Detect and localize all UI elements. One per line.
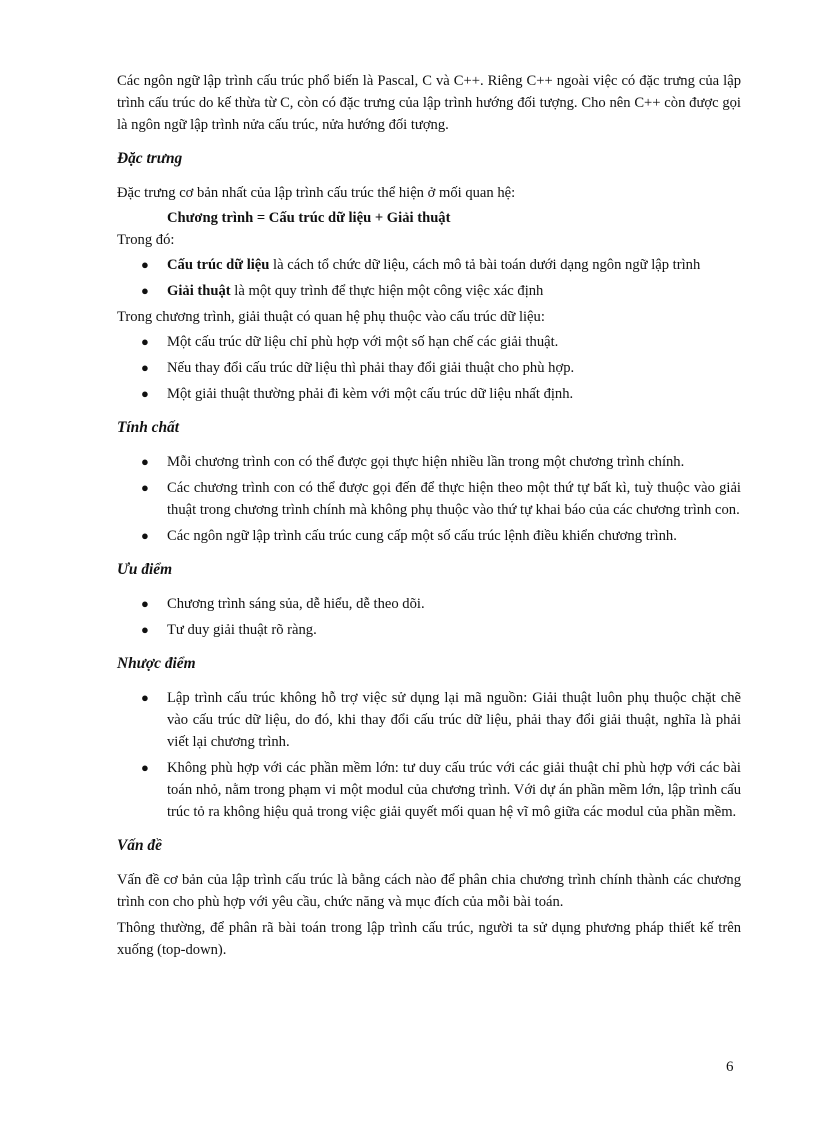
list-item: [117, 254, 741, 276]
uu-diem-list: [117, 593, 741, 641]
tinh-chat-list: [117, 451, 741, 547]
bullet-icon: ●: [141, 360, 149, 375]
bullet-icon: ●: [141, 528, 149, 543]
formula: Chương trình = Cấu trúc dữ liệu + Giải thuật: [167, 210, 451, 226]
list-item: [117, 357, 741, 379]
bullet-icon: ●: [141, 622, 149, 637]
bullet-icon: ●: [141, 690, 149, 705]
list-item-text: Chương trình sáng sủa, dễ hiểu, dễ theo dõi.: [167, 596, 425, 612]
list-item-text: Lập trình cấu trúc không hỗ trợ việc sử dụng lại mã nguồn: Giải thuật luôn phụ thuộc chặt chẽ vào cấu trúc dữ liệu, do đó, khi thay đổi cấu trúc dữ liệu, phải thay đổi giải thuật, nghĩa là phải viết lại chương trình.: [167, 690, 741, 750]
page-number: 6: [726, 1059, 734, 1075]
definition-term: Giải thuật: [167, 283, 231, 299]
bullet-icon: ●: [141, 596, 149, 611]
trong-do-label: Trong đó:: [117, 232, 175, 248]
bullet-icon: ●: [141, 257, 149, 272]
list-item: [117, 331, 741, 353]
relation-text: Trong chương trình, giải thuật có quan hệ phụ thuộc vào cấu trúc dữ liệu:: [117, 309, 545, 325]
heading-nhuoc-diem: Nhược điểm: [117, 655, 196, 672]
list-item: [117, 525, 741, 547]
list-item-text: Mỗi chương trình con có thể được gọi thực hiện nhiều lần trong một chương trình chính.: [167, 454, 685, 470]
list-item: [117, 451, 741, 473]
heading-uu-diem: Ưu điểm: [117, 561, 173, 578]
list-item-text: Tư duy giải thuật rõ ràng.: [167, 622, 317, 638]
document-body: [117, 70, 741, 961]
van-de-paragraph-2: Thông thường, để phân rã bài toán trong lập trình cấu trúc, người ta sử dụng phương pháp thiết kế trên xuống (top-down).: [117, 920, 741, 958]
intro-paragraph: Các ngôn ngữ lập trình cấu trúc phổ biến là Pascal, C và C++. Riêng C++ ngoài việc có đặc trưng của lập trình cấu trúc do kế thừa từ C, còn có đặc trưng của lập trình hướng đối tượng. Cho nên C++ còn được gọi là ngôn ngữ lập trình nửa cấu trúc, nửa hướng đối tượng.: [117, 73, 741, 133]
list-item-text: Các ngôn ngữ lập trình cấu trúc cung cấp một số cấu trúc lệnh điều khiển chương trình.: [167, 528, 677, 544]
list-item-text: Một cấu trúc dữ liệu chỉ phù hợp với một số hạn chế các giải thuật.: [167, 334, 559, 350]
list-item: [117, 687, 741, 753]
list-item: [117, 757, 741, 823]
list-item-text: Các chương trình con có thể được gọi đến để thực hiện theo một thứ tự bất kì, tuỳ thuộc vào giải thuật trong chương trình chính mà không phụ thuộc vào thứ tự khai báo của các chương trình con.: [167, 480, 741, 518]
list-item: [117, 619, 741, 641]
heading-van-de: Vấn đề: [117, 837, 162, 854]
bullet-icon: ●: [141, 454, 149, 469]
bullet-icon: ●: [141, 386, 149, 401]
list-item: [117, 383, 741, 405]
bullet-icon: ●: [141, 334, 149, 349]
definition-text: là một quy trình để thực hiện một công việc xác định: [230, 283, 544, 299]
van-de-paragraph-1: Vấn đề cơ bản của lập trình cấu trúc là bằng cách nào để phân chia chương trình chính thành các chương trình con cho phù hợp với yêu cầu, chức năng và mục đích của mỗi bài toán.: [117, 872, 741, 910]
list-item-text: Nếu thay đổi cấu trúc dữ liệu thì phải thay đổi giải thuật cho phù hợp.: [167, 360, 575, 376]
definition-term: Cấu trúc dữ liệu: [167, 257, 270, 273]
list-item-text: Không phù hợp với các phần mềm lớn: tư duy cấu trúc với các giải thuật chỉ phù hợp với các bài toán nhỏ, nằm trong phạm vi một modul của chương trình. Với dự án phần mềm lớn, lập trình cấu trúc tỏ ra không hiệu quả trong việc giải quyết mối quan hệ vĩ mô giữa các modul của phần mềm.: [167, 760, 741, 820]
nhuoc-diem-list: [117, 687, 741, 823]
bullet-icon: ●: [141, 480, 149, 495]
definition-list: [117, 254, 741, 302]
list-item: [117, 280, 741, 302]
heading-tinh-chat: Tính chất: [117, 419, 180, 436]
heading-dac-trung: Đặc trưng: [117, 150, 183, 167]
definition-text: là cách tổ chức dữ liệu, cách mô tả bài toán dưới dạng ngôn ngữ lập trình: [269, 257, 701, 273]
dac-trung-text: Đặc trưng cơ bản nhất của lập trình cấu trúc thể hiện ở mối quan hệ:: [117, 185, 516, 201]
bullet-icon: ●: [141, 283, 149, 298]
bullet-icon: ●: [141, 760, 149, 775]
list-item: [117, 477, 741, 521]
list-item-text: Một giải thuật thường phải đi kèm với một cấu trúc dữ liệu nhất định.: [167, 386, 574, 402]
relation-list: [117, 331, 741, 405]
list-item: [117, 593, 741, 615]
